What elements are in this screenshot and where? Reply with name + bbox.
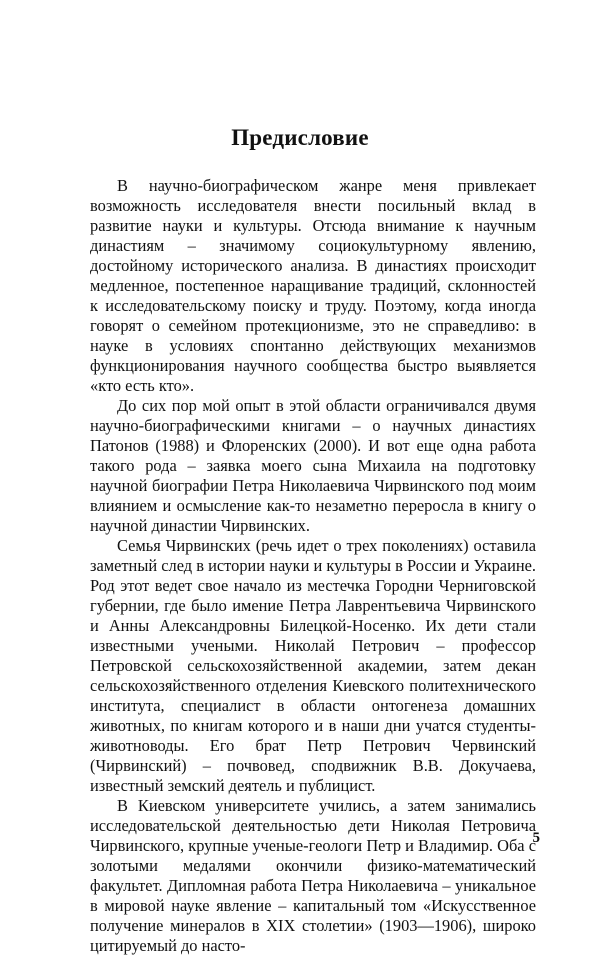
page-number: 5 [532,830,540,846]
body-text [90,176,536,956]
page-title: Предисловие [231,125,369,150]
paragraph-2: До сих пор мой опыт в этой области ограничивался двумя научно-биографическими книгами – о научных династиях Патонов (1988) и Флоренских (2000). И вот еще одна работа такого рода – заявка моего сына Михаила на подготовку научной биографии Петра Николаевича Чирвинского под моим влиянием и осмысление как-то незаметно переросла в книгу о научной династии Чирвинских. [90,396,536,535]
paragraph-3: Семья Чирвинских (речь идет о трех поколениях) оставила заметный след в истории науки и культуры в России и Украине. Род этот ведет свое начало из местечка Городни Черниговской губернии, где было имение Петра Лаврентьевича Чирвинского и Анны Александровны Билецкой-Носенко. Их дети стали известными учеными. Николай Петрович – профессор Петровской сельскохозяйственной академии, затем декан сельскохозяйственного отделения Киевского политехнического института, специалист в области онтогенеза домашних животных, по книгам которого и в наши дни учатся студенты-животноводы. Его брат Петр Петрович Червинский (Чирвинский) – почвовед, сподвижник В.В. Докучаева, известный земский деятель и публицист. [90,536,536,795]
paragraph-4: В Киевском университете учились, а затем занимались исследовательской деятельностью дети Николая Петровича Чирвинского, крупные ученые-геологи Петр и Владимир. Оба с золотыми медалями окончили физико-математический факультет. Дипломная работа Петра Николаевича – уникальное в мировой науке явление – капитальный том «Искусственное получение минералов в XIX столетии» (1903—1906), широко цитируемый до насто- [90,796,536,955]
paragraph-1: В научно-биографическом жанре меня привлекает возможность исследователя внести посильный вклад в развитие науки и культуры. Отсюда внимание к научным династиям – значимому социокультурному явлению, достойному исторического анализа. В династиях происходит медленное, постепенное наращивание традиций, склонностей к исследовательскому поиску и труду. Поэтому, когда иногда говорят о семейном протекционизме, это не справедливо: в науке в условиях спонтанно действующих механизмов функционирования научного сообщества быстро выявляется «кто есть кто». [90,176,536,395]
